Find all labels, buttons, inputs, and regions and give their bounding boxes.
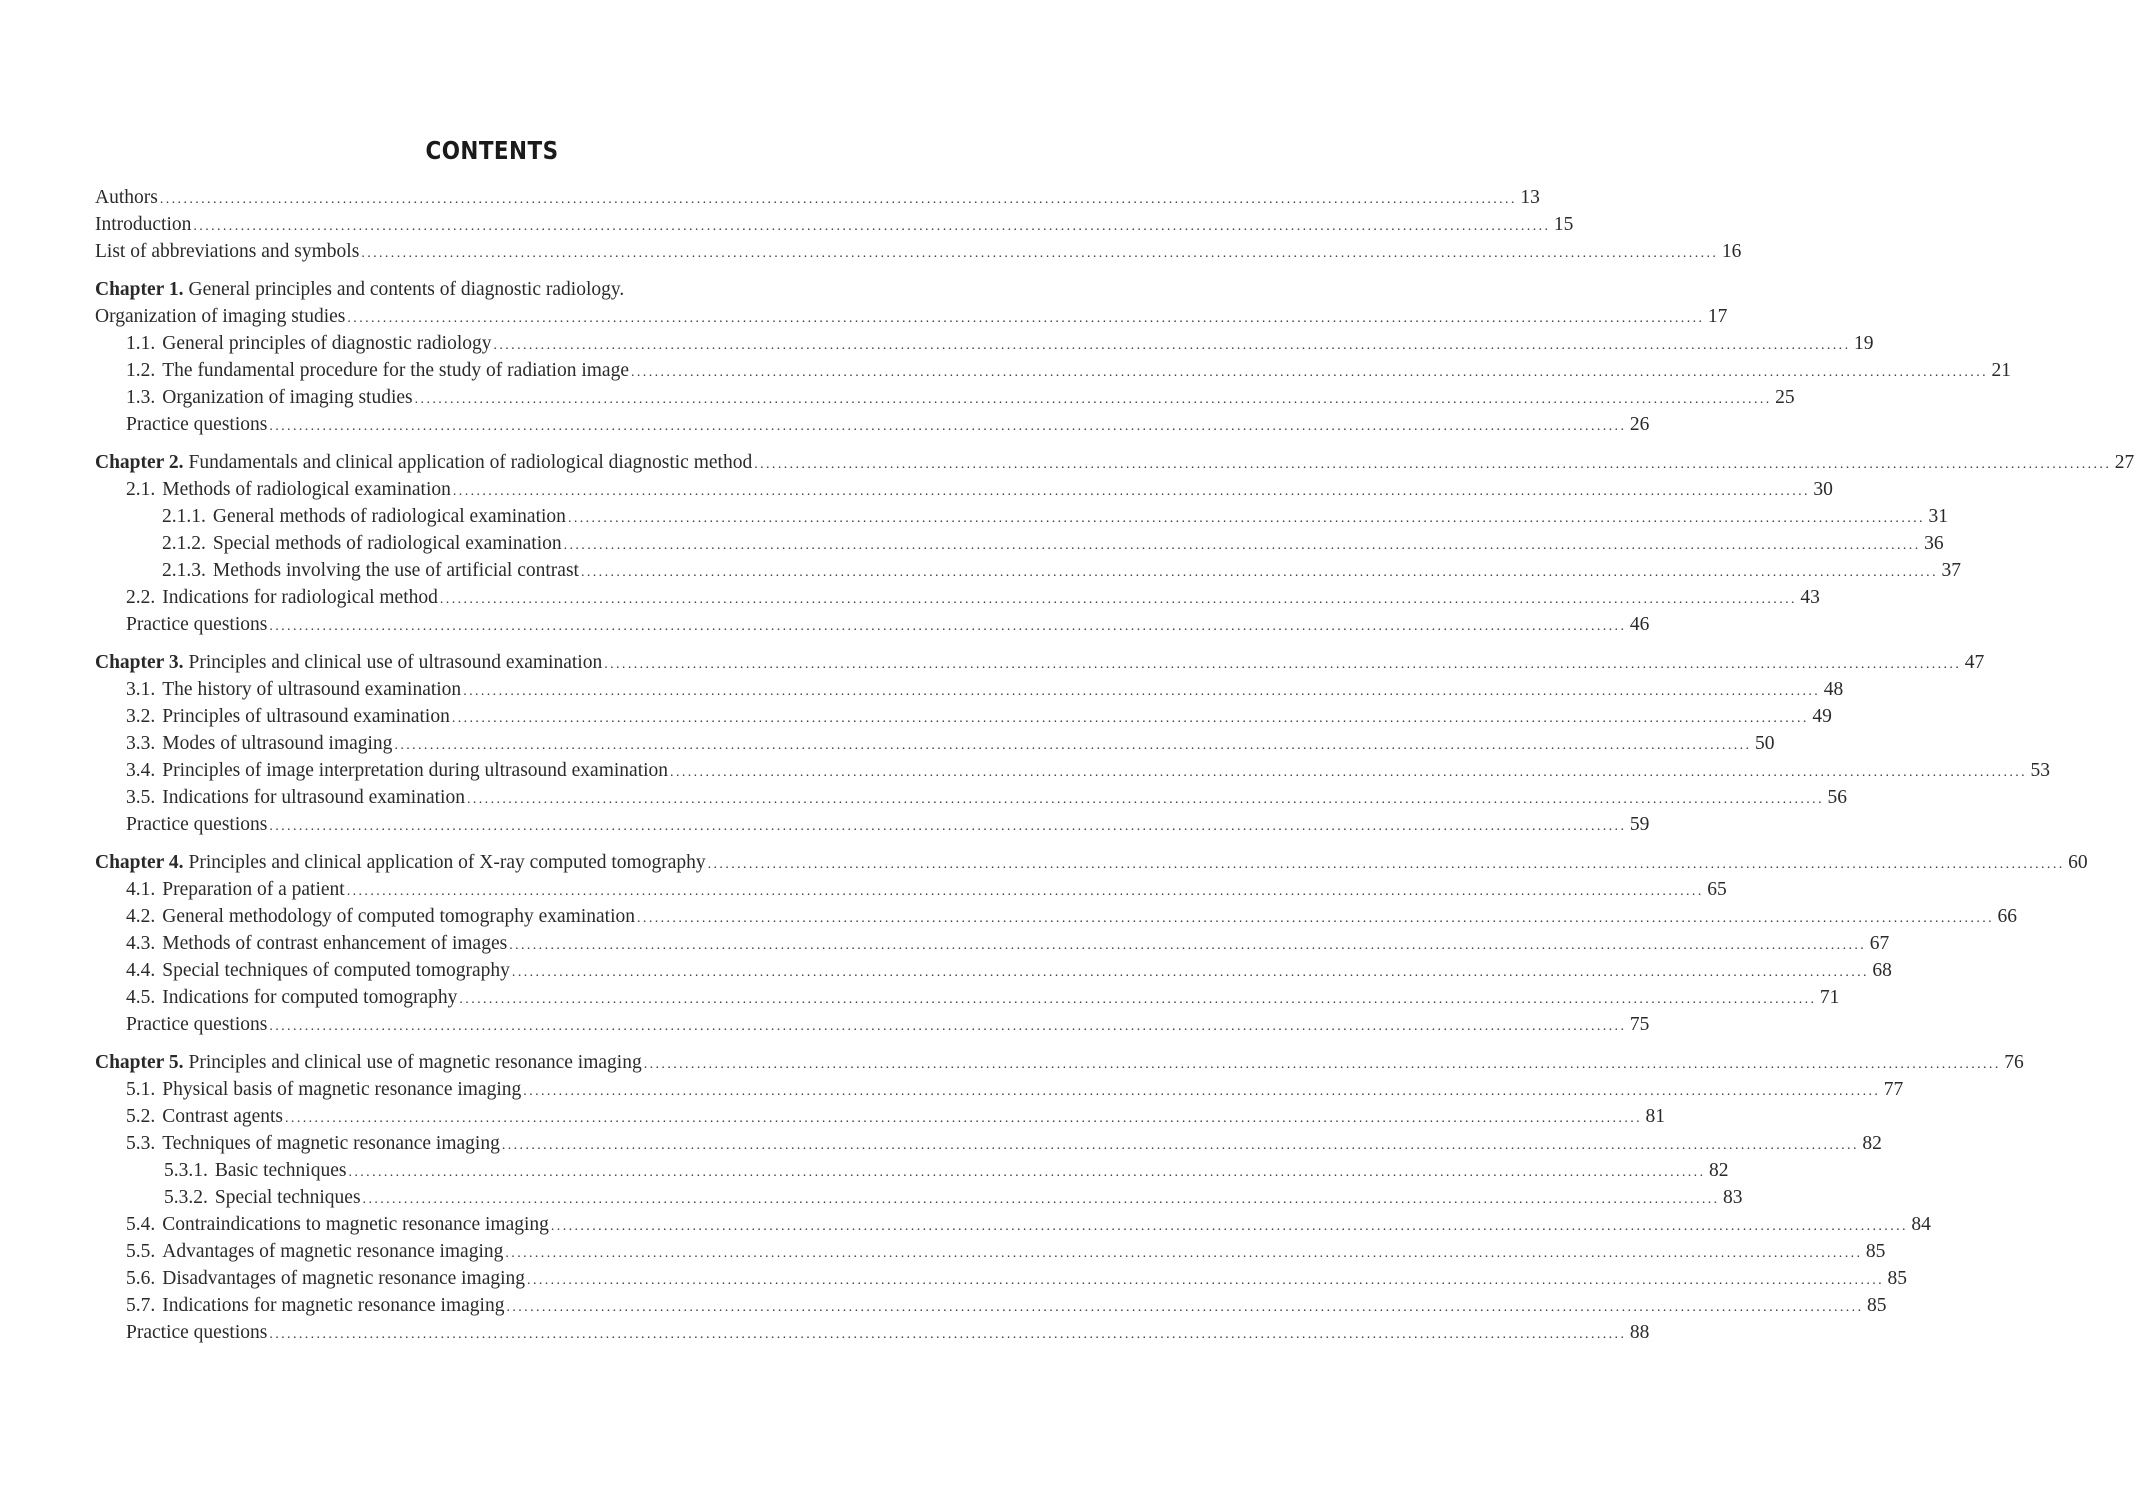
entry-title: Practice questions xyxy=(126,614,268,635)
page-number: 43 xyxy=(1800,587,1820,608)
toc-entry-row[interactable] xyxy=(95,903,2018,930)
entry-title: Techniques of magnetic resonance imaging xyxy=(162,1133,500,1154)
page-number: 26 xyxy=(1629,414,1650,435)
section-number: 4.3. xyxy=(126,933,156,954)
dot-leader xyxy=(453,478,1810,505)
page-number: 88 xyxy=(1629,1322,1650,1343)
toc-entry-row[interactable] xyxy=(95,676,1844,703)
toc-entry-row[interactable] xyxy=(95,584,1820,611)
toc-entry-row[interactable] xyxy=(95,730,1775,757)
section-number: 2.1.1. xyxy=(162,506,206,527)
page-number: 65 xyxy=(1707,879,1727,900)
section-number: 5.4. xyxy=(126,1214,156,1235)
section-number: 4.1. xyxy=(126,879,156,900)
toc-entry-row[interactable] xyxy=(95,1319,1650,1346)
toc-entry-row[interactable] xyxy=(95,876,1727,903)
toc-chapter-row[interactable] xyxy=(95,1049,2024,1076)
entry-title: Practice questions xyxy=(126,1014,268,1035)
section-number: 5.7. xyxy=(126,1295,156,1316)
dot-leader xyxy=(568,505,1925,532)
page-number: 59 xyxy=(1629,814,1650,835)
toc-entry-row[interactable] xyxy=(95,530,1944,557)
page-number: 85 xyxy=(1866,1295,1887,1316)
toc-entry-row[interactable] xyxy=(95,984,1840,1011)
entry-title: Introduction xyxy=(95,214,192,235)
page-number: 27 xyxy=(2114,452,2134,473)
toc-entry-row[interactable] xyxy=(95,611,1650,638)
page-title: CONTENTS xyxy=(425,136,559,165)
page-number: 77 xyxy=(1883,1079,1904,1100)
dot-leader xyxy=(269,413,1626,440)
section-number: 5.1. xyxy=(126,1079,156,1100)
table-of-contents xyxy=(95,184,2134,1346)
page-number: 48 xyxy=(1823,679,1844,700)
dot-leader xyxy=(509,932,1866,959)
entry-title: Practice questions xyxy=(126,814,268,835)
page-number: 82 xyxy=(1708,1160,1729,1181)
page-number: 50 xyxy=(1754,733,1775,754)
dot-leader xyxy=(440,586,1797,613)
dot-leader xyxy=(269,813,1626,840)
section-number: 3.3. xyxy=(126,733,156,754)
dot-leader xyxy=(505,1240,1862,1267)
toc-entry-row[interactable] xyxy=(95,476,1833,503)
toc-entry-row[interactable] xyxy=(95,1265,1908,1292)
entry-title: Basic techniques xyxy=(214,1160,347,1181)
dot-leader xyxy=(512,959,1869,986)
page-number: 36 xyxy=(1924,533,1944,554)
entry-title: Fundamentals and clinical application of radiological diagnostic method xyxy=(188,452,753,473)
entry-title: Principles of image interpretation during ultrasound examination xyxy=(162,760,669,781)
page-number: 56 xyxy=(1827,787,1847,808)
toc-entry-row[interactable] xyxy=(95,503,1948,530)
entry-title: General methods of radiological examination xyxy=(212,506,566,527)
toc-entry-row[interactable] xyxy=(95,930,1890,957)
dot-leader xyxy=(193,213,1550,240)
page-number: 75 xyxy=(1629,1014,1650,1035)
section-number: 5.2. xyxy=(126,1106,156,1127)
chapter-number: Chapter 4. xyxy=(95,852,184,873)
toc-entry-row[interactable] xyxy=(95,703,1832,730)
section-number: 3.1. xyxy=(126,679,156,700)
section-number: 5.3.1. xyxy=(164,1160,208,1181)
toc-entry-row[interactable] xyxy=(95,811,1650,838)
entry-title: Methods of radiological examination xyxy=(162,479,451,500)
toc-chapter-row[interactable] xyxy=(95,849,2088,876)
entry-title: Principles and clinical use of ultrasound examination xyxy=(188,652,603,673)
toc-entry-row[interactable] xyxy=(95,1292,1887,1319)
entry-title: Principles of ultrasound examination xyxy=(162,706,450,727)
entry-title: Special methods of radiological examination xyxy=(212,533,562,554)
dot-leader xyxy=(581,559,1938,586)
toc-entry-row[interactable] xyxy=(95,1130,1882,1157)
chapter-number: Chapter 5. xyxy=(95,1052,184,1073)
toc-entry-row[interactable] xyxy=(95,303,1728,330)
entry-title: General methodology of computed tomography examination xyxy=(162,906,636,927)
entry-title: Preparation of a patient xyxy=(162,879,345,900)
entry-title: Principles and clinical use of magnetic resonance imaging xyxy=(188,1052,642,1073)
toc-entry-row[interactable] xyxy=(95,1157,1729,1184)
page-number: 47 xyxy=(1964,652,1985,673)
dot-leader xyxy=(631,359,1988,386)
entry-title: List of abbreviations and symbols xyxy=(95,241,360,262)
toc-entry-row[interactable] xyxy=(95,757,2051,784)
entry-title: Practice questions xyxy=(126,1322,268,1343)
page-number: 37 xyxy=(1941,560,1961,581)
dot-leader xyxy=(463,678,1820,705)
dot-leader xyxy=(459,986,1816,1013)
entry-title: Indications for ultrasound examination xyxy=(162,787,465,808)
entry-title: Methods involving the use of artificial contrast xyxy=(212,560,579,581)
dot-leader xyxy=(493,332,1850,359)
page-number: 85 xyxy=(1887,1268,1908,1289)
toc-chapter-row[interactable] xyxy=(95,449,2134,476)
dot-leader xyxy=(269,1013,1626,1040)
section-number: 5.3. xyxy=(126,1133,156,1154)
dot-leader xyxy=(506,1294,1863,1321)
dot-leader xyxy=(754,451,2111,478)
page-number: 16 xyxy=(1721,241,1742,262)
section-number: 5.6. xyxy=(126,1268,156,1289)
page-number: 82 xyxy=(1862,1133,1882,1154)
section-number: 1.2. xyxy=(126,360,156,381)
dot-leader xyxy=(551,1213,1908,1240)
page-number: 76 xyxy=(2004,1052,2024,1073)
entry-title: Indications for computed tomography xyxy=(162,987,458,1008)
toc-entry-row[interactable] xyxy=(95,957,1892,984)
dot-leader xyxy=(564,532,1921,559)
page-number: 49 xyxy=(1812,706,1832,727)
section-number: 2.2. xyxy=(126,587,156,608)
chapter-number: Chapter 1. xyxy=(95,279,184,300)
entry-title: Physical basis of magnetic resonance imaging xyxy=(162,1079,522,1100)
dot-leader xyxy=(604,651,1961,678)
page-number: 15 xyxy=(1553,214,1574,235)
dot-leader xyxy=(363,1186,1720,1213)
page-number: 66 xyxy=(1997,906,2018,927)
section-number: 2.1.3. xyxy=(162,560,206,581)
entry-title: Special techniques xyxy=(214,1187,361,1208)
dot-leader xyxy=(644,1051,2001,1078)
section-number: 4.5. xyxy=(126,987,156,1008)
chapter-number: Chapter 3. xyxy=(95,652,184,673)
section-number: 2.1. xyxy=(126,479,156,500)
toc-entry-row[interactable] xyxy=(95,384,1795,411)
section-number: 1.3. xyxy=(126,387,156,408)
entry-title: Methods of contrast enhancement of images xyxy=(162,933,508,954)
section-number: 3.5. xyxy=(126,787,156,808)
page-number: 84 xyxy=(1911,1214,1931,1235)
toc-entry-row[interactable] xyxy=(95,238,1742,265)
dot-leader xyxy=(502,1132,1859,1159)
toc-entry-row[interactable] xyxy=(95,1184,1743,1211)
page-number: 31 xyxy=(1928,506,1948,527)
toc-entry-row[interactable] xyxy=(95,784,1847,811)
dot-leader xyxy=(452,705,1809,732)
entry-title: General principles and contents of diagnostic radiology. xyxy=(188,279,625,300)
dot-leader xyxy=(361,240,1718,267)
dot-leader xyxy=(348,1159,1705,1186)
dot-leader xyxy=(347,305,1704,332)
page-number: 46 xyxy=(1629,614,1650,635)
page-number: 68 xyxy=(1872,960,1892,981)
dot-leader xyxy=(347,878,1704,905)
dot-leader xyxy=(708,851,2065,878)
entry-title: The fundamental procedure for the study of radiation image xyxy=(162,360,629,381)
section-number: 4.4. xyxy=(126,960,156,981)
section-number: 5.3.2. xyxy=(164,1187,208,1208)
section-number: 1.1. xyxy=(126,333,156,354)
toc-entry-row[interactable] xyxy=(95,1211,1931,1238)
entry-title: Indications for radiological method xyxy=(162,587,438,608)
toc-entry-row[interactable] xyxy=(95,1011,1650,1038)
entry-title: Principles and clinical application of X-ray computed tomography xyxy=(188,852,706,873)
entry-title: Authors xyxy=(95,187,158,208)
dot-leader xyxy=(670,759,2027,786)
dot-leader xyxy=(527,1267,1884,1294)
page-number: 71 xyxy=(1819,987,1840,1008)
chapter-number: Chapter 2. xyxy=(95,452,184,473)
page-number: 13 xyxy=(1520,187,1540,208)
section-number: 4.2. xyxy=(126,906,156,927)
entry-title: Organization of imaging studies xyxy=(162,387,413,408)
toc-entry-row[interactable] xyxy=(95,411,1650,438)
dot-leader xyxy=(160,186,1517,213)
entry-title: Practice questions xyxy=(126,414,268,435)
page-number: 21 xyxy=(1991,360,2011,381)
toc-entry-row[interactable] xyxy=(95,330,1874,357)
entry-title: Special techniques of computed tomography xyxy=(162,960,510,981)
toc-entry-row[interactable] xyxy=(95,357,2011,384)
toc-entry-row[interactable] xyxy=(95,184,1540,211)
dot-leader xyxy=(269,613,1626,640)
toc-chapter-row[interactable] xyxy=(95,649,1985,676)
toc-entry-row[interactable] xyxy=(95,1076,1904,1103)
entry-title: Indications for magnetic resonance imaging xyxy=(162,1295,505,1316)
toc-chapter-row[interactable] xyxy=(95,276,893,303)
entry-title: Contraindications to magnetic resonance imaging xyxy=(162,1214,549,1235)
dot-leader xyxy=(637,905,1994,932)
page-number: 83 xyxy=(1723,1187,1743,1208)
toc-entry-row[interactable] xyxy=(95,1103,1666,1130)
dot-leader xyxy=(394,732,1751,759)
entry-title: The history of ultrasound examination xyxy=(162,679,462,700)
page-number: 17 xyxy=(1707,306,1728,327)
section-number: 3.4. xyxy=(126,760,156,781)
toc-entry-row[interactable] xyxy=(95,211,1574,238)
entry-title: Advantages of magnetic resonance imaging xyxy=(162,1241,504,1262)
section-number: 5.5. xyxy=(126,1241,156,1262)
dot-leader xyxy=(269,1321,1626,1348)
page-number: 25 xyxy=(1775,387,1795,408)
page-number: 67 xyxy=(1869,933,1890,954)
entry-title: Disadvantages of magnetic resonance imaging xyxy=(162,1268,526,1289)
page-number: 19 xyxy=(1853,333,1874,354)
page-number: 85 xyxy=(1865,1241,1886,1262)
section-number: 2.1.2. xyxy=(162,533,206,554)
page-number: 60 xyxy=(2068,852,2088,873)
toc-entry-row[interactable] xyxy=(95,1238,1886,1265)
page-number: 81 xyxy=(1645,1106,1666,1127)
entry-title: Organization of imaging studies xyxy=(95,306,346,327)
dot-leader xyxy=(467,786,1824,813)
entry-title: Contrast agents xyxy=(162,1106,284,1127)
entry-title: Modes of ultrasound imaging xyxy=(162,733,393,754)
dot-leader xyxy=(285,1105,1642,1132)
dot-leader xyxy=(415,386,1772,413)
dot-leader xyxy=(523,1078,1880,1105)
entry-title: General principles of diagnostic radiology xyxy=(162,333,492,354)
page-number: 30 xyxy=(1813,479,1833,500)
page-number: 53 xyxy=(2030,760,2051,781)
toc-entry-row[interactable] xyxy=(95,557,1961,584)
section-number: 3.2. xyxy=(126,706,156,727)
